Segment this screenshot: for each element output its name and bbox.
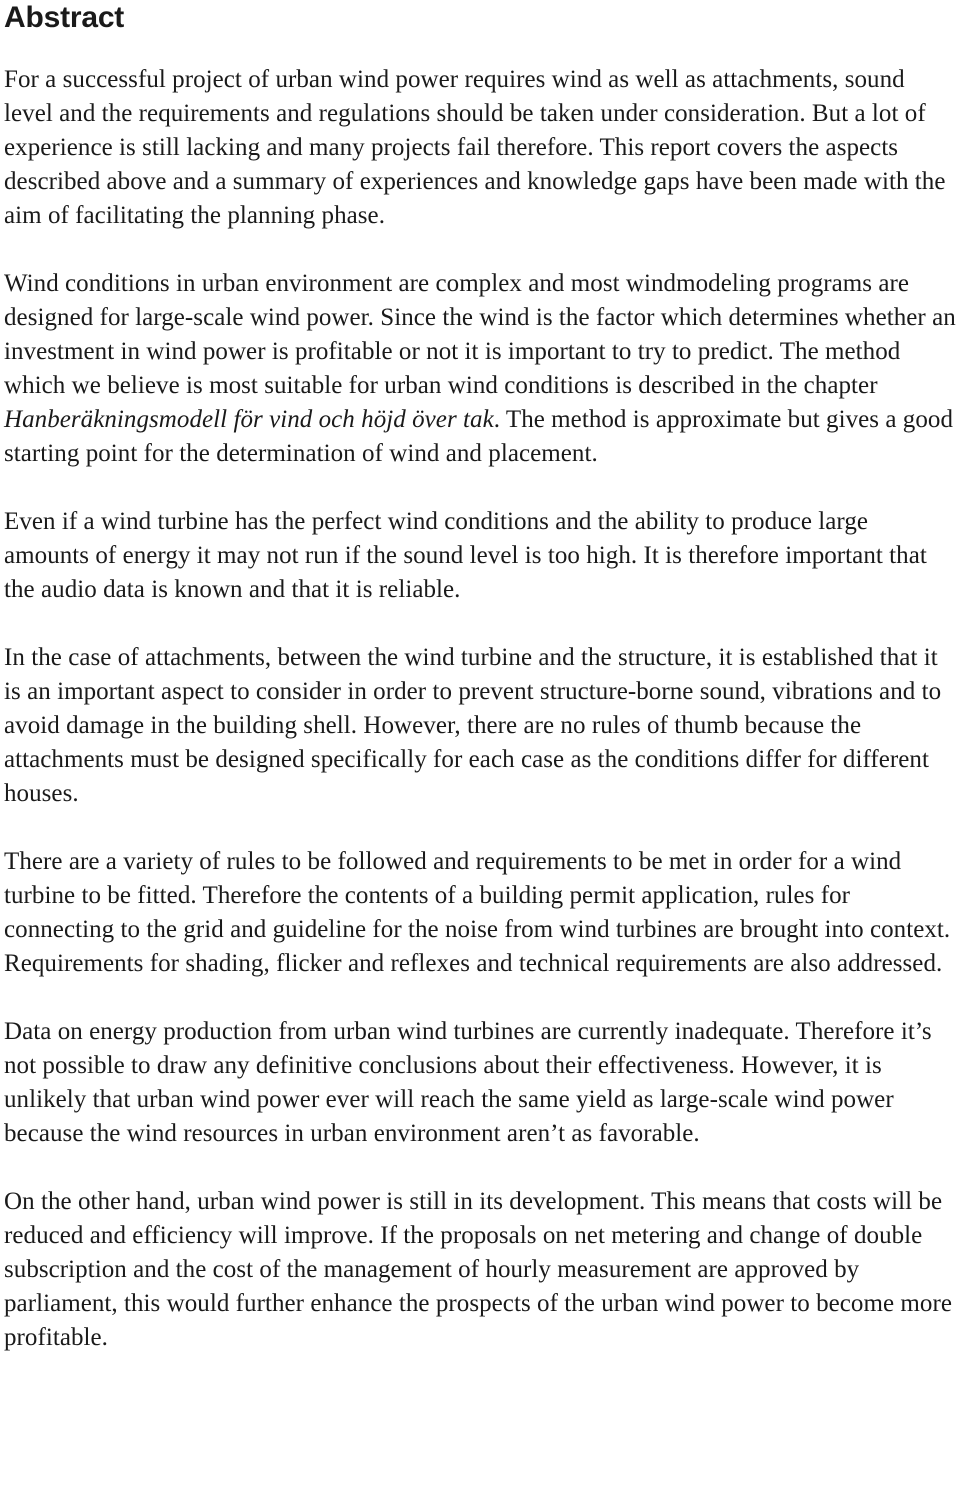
paragraph-rules-requirements: There are a variety of rules to be followed and requirements to be met in order for a wind turbine to be fitted. Therefore the contents of a building permit application, rules for connecting to the grid and guideline for the noise from wind turbines are brought into context. Requirements for shading, flicker and reflexes and technical requirements are also addressed. <box>4 848 951 977</box>
paragraph-sound-level: Even if a wind turbine has the perfect wind conditions and the ability to produce large amounts of energy it may not run if the sound level is too high. It is therefore important that the audio data is known and that it is reliable. <box>4 508 927 603</box>
abstract-heading: Abstract <box>4 1 125 34</box>
chapter-title-reference: Hanberäkningsmodell för vind och höjd över tak <box>4 406 494 433</box>
paragraph-wind-conditions <box>4 267 958 471</box>
abstract-body <box>4 63 958 1355</box>
paragraph-wind-conditions-text-end: . The method is approximate but gives a good starting point for the determination of wind and placement. <box>4 406 954 467</box>
document-page <box>4 0 958 1355</box>
paragraph-development-outlook: On the other hand, urban wind power is still in its development. This means that costs will be reduced and efficiency will improve. If the proposals on net metering and change of double subscription and the cost of the management of hourly measurement are approved by parliament, this would further enhance the prospects of the urban wind power to become more profitable. <box>4 1188 952 1351</box>
paragraph-wind-conditions-text-start: Wind conditions in urban environment are complex and most windmodeling programs are designed for large-scale wind power. Since the wind is the factor which determines whether an investment in wind power is profitable or not it is important to try to predict. The method which we believe is most suitable for urban wind conditions is described in the chapter <box>4 270 956 399</box>
paragraph-attachments: In the case of attachments, between the wind turbine and the structure, it is established that it is an important aspect to consider in order to prevent structure-borne sound, vibrations and to avoid damage in the building shell. However, there are no rules of thumb because the attachments must be designed specifically for each case as the conditions differ for different houses. <box>4 644 942 807</box>
paragraph-overview: For a successful project of urban wind power requires wind as well as attachments, sound level and the requirements and regulations should be taken under consideration. But a lot of experience is still lacking and many projects fail therefore. This report covers the aspects described above and a summary of experiences and knowledge gaps have been made with the aim of facilitating the planning phase. <box>4 66 946 229</box>
paragraph-energy-production: Data on energy production from urban wind turbines are currently inadequate. Therefore it’s not possible to draw any definitive conclusions about their effectiveness. However, it is unlikely that urban wind power ever will reach the same yield as large-scale wind power because the wind resources in urban environment aren’t as favorable. <box>4 1018 932 1147</box>
